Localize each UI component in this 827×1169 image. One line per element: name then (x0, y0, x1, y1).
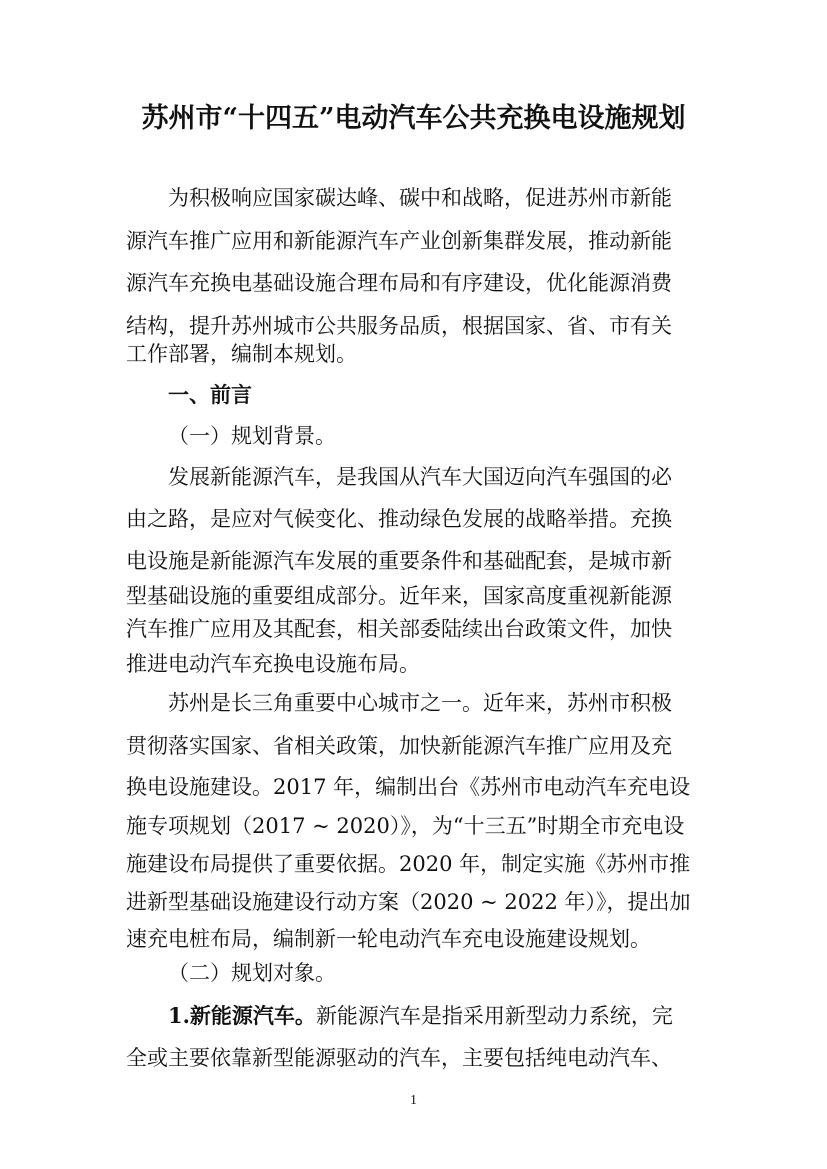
paragraph-line: 由之路，是应对气候变化、推动绿色发展的战略举措。充换 (126, 507, 672, 531)
paragraph-line: 贯彻落实国家、省相关政策，加快新能源汽车推广应用及充 (126, 734, 672, 758)
paragraph-line: 源汽车充换电基础设施合理布局和有序建设，优化能源消费 (126, 271, 672, 295)
paragraph-line: 苏州是长三角重要中心城市之一。近年来，苏州市积极 (168, 691, 672, 715)
paragraph-line: 换电设施建设。2017 年，编制出台《苏州市电动汽车充电设 (126, 775, 691, 799)
subsection-heading: （一）规划背景。 (168, 424, 336, 448)
paragraph-line: 汽车推广应用及其配套，相关部委陆续出台政策文件，加快 (126, 617, 672, 641)
paragraph-line: 为积极响应国家碳达峰、碳中和战略，促进苏州市新能 (168, 186, 672, 210)
paragraph-line: 型基础设施的重要组成部分。近年来，国家高度重视新能源 (126, 584, 672, 608)
paragraph-line: 结构，提升苏州城市公共服务品质，根据国家、省、市有关 (126, 314, 672, 338)
paragraph-line: 工作部署，编制本规划。 (126, 342, 357, 366)
paragraph-line: 施建设布局提供了重要依据。2020 年，制定实施《苏州市推 (126, 852, 691, 876)
paragraph-line: 全或主要依靠新型能源驱动的汽车，主要包括纯电动汽车、 (126, 1046, 672, 1070)
paragraph-line: 推进电动汽车充换电设施布局。 (126, 652, 420, 676)
paragraph-line (168, 1003, 673, 1029)
page-title: 苏州市“十四五”电动汽车公共充换电设施规划 (141, 103, 686, 134)
paragraph-line: 进新型基础设施建设行动方案（2020 ~ 2022 年）》，提出加 (126, 890, 691, 914)
paragraph-line: 源汽车推广应用和新能源汽车产业创新集群发展，推动新能 (126, 229, 672, 253)
paragraph-line: 速充电桩布局，编制新一轮电动汽车充电设施建设规划。 (126, 927, 651, 951)
subsection-heading: （二）规划对象。 (168, 961, 336, 985)
page-number: 1 (410, 1093, 417, 1108)
section-heading: 一、前言 (168, 382, 252, 407)
paragraph-line: 电设施是新能源汽车发展的重要条件和基础配套，是城市新 (126, 549, 672, 573)
paragraph-line: 发展新能源汽车，是我国从汽车大国迈向汽车强国的必 (168, 465, 672, 489)
paragraph-line: 施专项规划（2017 ~ 2020）》，为“十三五”时期全市充电设 (126, 814, 685, 838)
bold-lead: 1.新能源汽车。 (168, 1003, 316, 1028)
paragraph-text: 新能源汽车是指采用新型动力系统，完 (315, 1004, 673, 1028)
